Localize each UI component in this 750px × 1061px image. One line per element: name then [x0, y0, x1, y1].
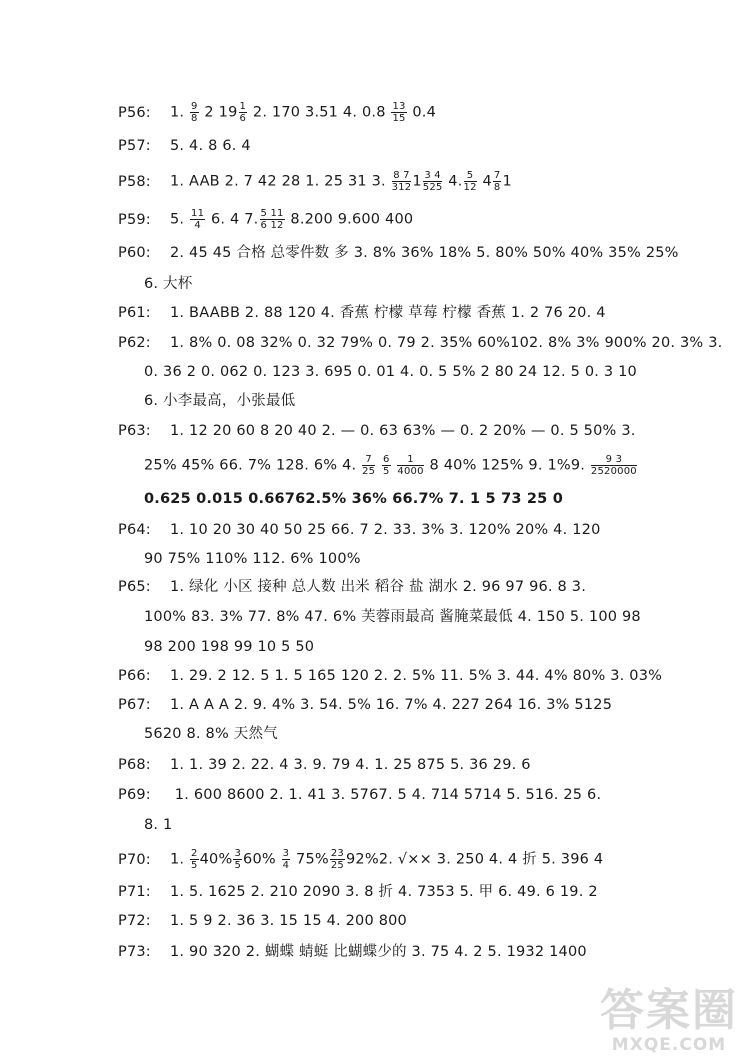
fraction: $\frac{2}{5}$	[191, 848, 198, 871]
answer-text: 1. 5. 1625 2. 210 2090 3. 8 折 4. 7353 5. 甲 6. 49. 6 19. 2	[170, 884, 598, 900]
answer-text: 60%	[243, 851, 281, 868]
answer-text: 1. A A A 2. 9. 4% 3. 54. 5% 16. 7% 4. 227 264 16. 3% 5125	[170, 697, 613, 713]
answer-text: 0.625 0.015 0.66762.5% 36% 66.7% 7. 1 5 73 25 0	[144, 491, 564, 507]
page-label: P60:	[118, 245, 151, 261]
watermark-logo-text: 答案圈	[600, 985, 738, 1036]
answer-text: 1. 5 9 2. 36 3. 15 15 4. 200 800	[170, 913, 407, 929]
fraction: $\frac{11}{4}$	[191, 208, 205, 231]
page-label: P62:	[118, 335, 151, 351]
answer-text: 92%2. √×× 3. 250 4. 4 折 5. 396 4	[345, 851, 604, 868]
page-label: P63:	[118, 423, 151, 439]
answer-text: 1. AAB 2. 7 42 28 1. 25 31 3.	[170, 173, 391, 190]
page-label: P61:	[118, 305, 151, 321]
answer-text: 2. 45 45 合格 总零件数 多 3. 8% 36% 18% 5. 80% 50% 40% 35% 25%	[170, 245, 679, 261]
answer-line-p65	[118, 577, 586, 597]
answer-line-p63	[118, 421, 636, 441]
page-label: P65:	[118, 579, 151, 595]
answer-line-p68	[118, 755, 531, 775]
answer-text	[376, 458, 381, 474]
watermark-logo	[600, 987, 738, 1055]
answer-line-p64	[118, 520, 601, 540]
answer-text: 4	[477, 173, 492, 190]
answer-text: 1.	[170, 851, 190, 868]
answer-line-p67	[118, 695, 612, 715]
answer-text: 1. 10 20 30 40 50 25 66. 7 2. 33. 3% 3. 120% 20% 4. 120	[170, 522, 601, 538]
answer-text: 90 75% 110% 112. 6% 100%	[144, 551, 361, 567]
answer-text: 1	[412, 173, 422, 190]
fraction: $\frac{5}{12}$	[463, 170, 477, 193]
fraction: $\frac{3}{5}$	[234, 848, 242, 871]
answer-text: 1	[502, 173, 512, 190]
fraction: $\frac{23}{25}$	[330, 848, 344, 871]
answer-text: 1. 8% 0. 08 32% 0. 32 79% 0. 79 2. 35% 60%102. 8% 3% 900% 20. 3% 3.	[170, 335, 723, 351]
answer-text: 1. 12 20 60 8 20 40 2. — 0. 63 63% — 0. 2 20% — 0. 5 50% 3.	[170, 423, 636, 439]
answer-text: 0.4	[407, 104, 437, 121]
answer-text: 98 200 198 99 10 5 50	[144, 639, 315, 655]
answer-line-p71	[118, 882, 598, 902]
answer-text: 25% 45% 66. 7% 128. 6% 4.	[144, 457, 362, 474]
answer-line-p66	[118, 666, 662, 686]
answer-line-p59	[118, 208, 413, 231]
fraction: $\frac{9}{8}$	[191, 101, 198, 124]
answer-text: 5. 4. 8 6. 4	[170, 138, 251, 154]
answer-text: 100% 83. 3% 77. 8% 47. 6% 芙蓉雨最高 酱腌菜最低 4. 150 5. 100 98	[144, 609, 641, 625]
page-label: P67:	[118, 697, 151, 713]
answer-text: 4.	[443, 173, 463, 190]
answer-text: 40%	[199, 851, 233, 868]
answer-line-p73	[118, 942, 587, 962]
fraction: $\frac{6}{5}$	[383, 454, 390, 477]
answer-text: 5.	[170, 211, 190, 228]
answer-text: 6. 小李最高，小张最低	[144, 393, 296, 409]
fraction: $\frac{8 7}{312}$	[391, 170, 412, 193]
fraction: $\frac{7}{8}$	[493, 170, 501, 193]
watermark-url: MXQE.COM	[611, 1035, 727, 1055]
answer-line-p60-cont	[144, 274, 192, 294]
answer-text: 2 19	[199, 104, 238, 121]
answer-text: 8.200 9.600 400	[285, 211, 414, 228]
answer-line-p67-cont	[144, 724, 278, 744]
answer-text: 1. BAABB 2. 88 120 4. 香蕉 柠檬 草莓 柠檬 香蕉 1. 2 76 20. 4	[170, 305, 606, 321]
answer-line-p65-cont1	[144, 607, 641, 627]
page-label: P66:	[118, 668, 151, 684]
page-label: P71:	[118, 884, 151, 900]
fraction: $\frac{1}{6}$	[239, 101, 247, 124]
answer-text: 6. 大杯	[144, 276, 193, 292]
answer-line-p57	[118, 136, 251, 156]
answer-text: 1. 600 8600 2. 1. 41 3. 5767. 5 4. 714 5714 5. 516. 25 6.	[170, 787, 602, 803]
answer-line-p65-cont2	[144, 637, 314, 657]
answer-text: 1. 绿化 小区 接种 总人数 出米 稻谷 盐 湖水 2. 96 97 96. 8 3.	[170, 579, 587, 595]
page-label: P59:	[118, 211, 151, 228]
answer-text: 75%	[291, 851, 329, 868]
page-label: P64:	[118, 522, 151, 538]
fraction: $\frac{7}{25}$	[362, 454, 376, 477]
fraction: $\frac{3}{4}$	[282, 848, 290, 871]
answer-text: 1. 1. 39 2. 22. 4 3. 9. 79 4. 1. 25 875 5. 36 29. 6	[170, 757, 531, 773]
page-label: P56:	[118, 104, 151, 121]
answer-line-p58	[118, 170, 512, 193]
page-label: P57:	[118, 138, 151, 154]
answer-text: 1. 29. 2 12. 5 1. 5 165 120 2. 2. 5% 11. 5% 3. 44. 4% 80% 3. 03%	[170, 668, 663, 684]
page-label: P73:	[118, 944, 151, 960]
page-label: P69:	[118, 787, 151, 803]
answer-line-p69	[118, 785, 601, 805]
answer-text: 0. 36 2 0. 062 0. 123 3. 695 0. 01 4. 0. 5 5% 2 80 24 12. 5 0. 3 10	[144, 364, 637, 380]
page-label: P72:	[118, 913, 151, 929]
page-label: P68:	[118, 757, 151, 773]
page-label: P58:	[118, 173, 151, 190]
answer-text: 1.	[170, 104, 190, 121]
answer-line-p62-cont2	[144, 391, 295, 411]
answer-line-p64-cont	[144, 549, 361, 569]
fraction: $\frac{13}{15}$	[392, 101, 406, 124]
answer-line-p72	[118, 911, 407, 931]
answer-text: 8. 1	[144, 817, 173, 833]
answer-line-p62-cont1	[144, 362, 637, 382]
answer-text: 8 40% 125% 9. 1%9.	[424, 457, 590, 474]
fraction: $\frac{3 4}{525}$	[422, 170, 443, 193]
page-label: P70:	[118, 851, 151, 868]
answer-line-p60	[118, 243, 679, 263]
answer-text: 2. 170 3.51 4. 0.8	[248, 104, 391, 121]
answer-line-p69-cont	[144, 815, 172, 835]
answer-line-p70	[118, 848, 603, 871]
fraction: $\frac{5 11}{6 12}$	[260, 208, 284, 231]
answer-line-p56	[118, 101, 436, 124]
answer-line-p62	[118, 333, 722, 353]
answer-text: 6. 4 7.	[206, 211, 259, 228]
answer-line-p63-cont2	[144, 489, 563, 509]
fraction: $\frac{1}{4000}$	[397, 454, 424, 477]
answer-text: 5620 8. 8% 天然气	[144, 726, 278, 742]
answer-text	[392, 458, 397, 474]
fraction: $\frac{9 3}{2520000}$	[590, 454, 637, 477]
answer-text: 1. 90 320 2. 蝴蝶 蜻蜓 比蝴蝶少的 3. 75 4. 2 5. 1932 1400	[170, 944, 587, 960]
answer-line-p63-cont1	[144, 454, 638, 477]
answer-line-p61	[118, 303, 606, 323]
